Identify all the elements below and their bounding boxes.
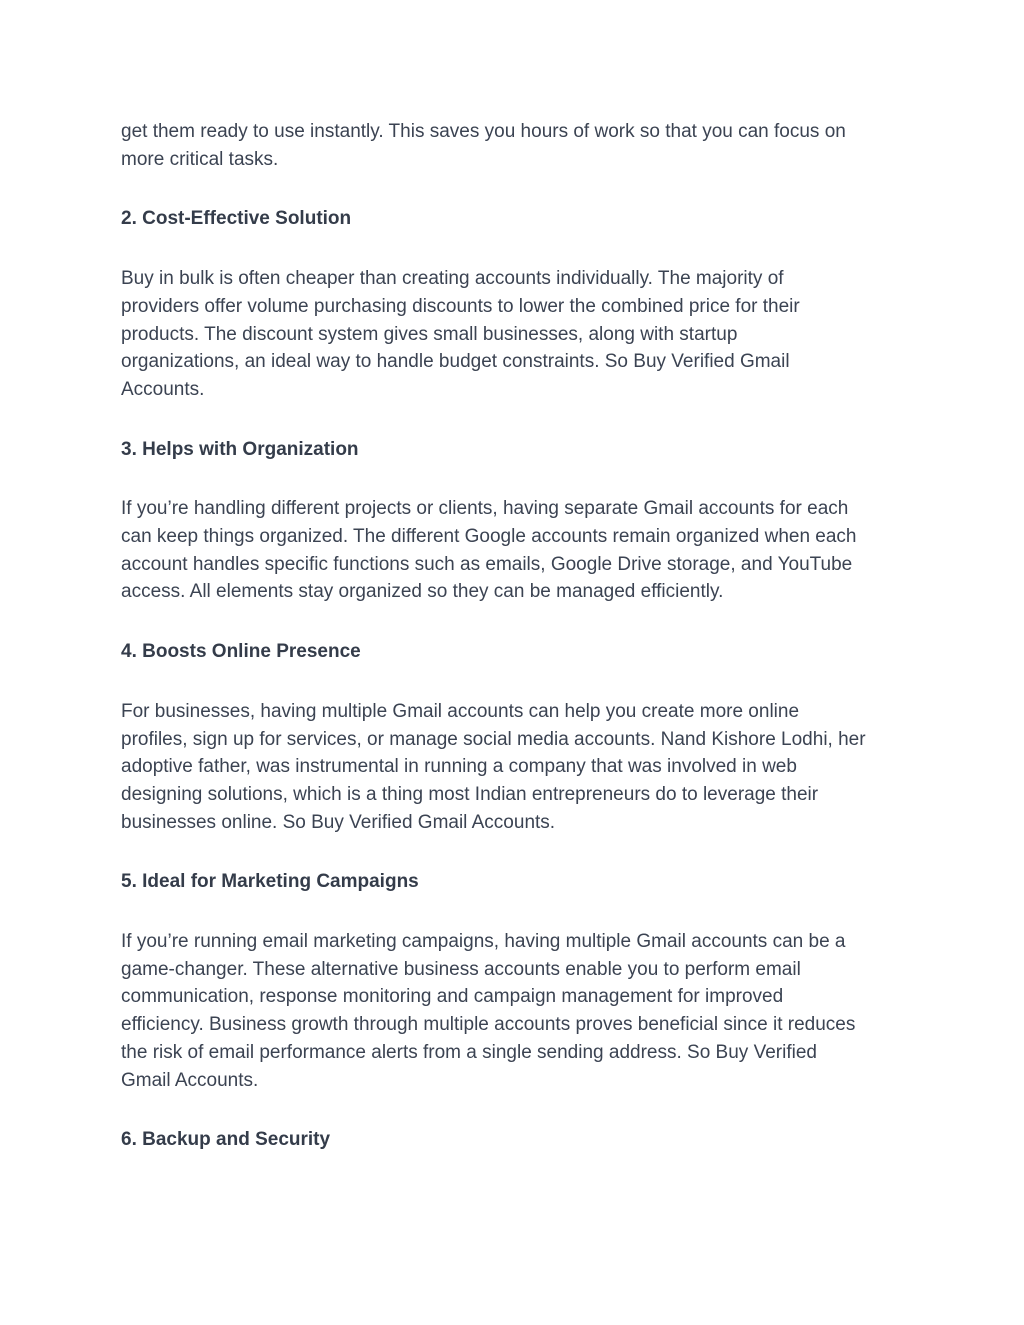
section-heading-online-presence: 4. Boosts Online Presence <box>121 641 361 663</box>
document-page <box>121 118 911 1154</box>
section-heading-backup-security: 6. Backup and Security <box>121 1129 331 1151</box>
intro-paragraph: get them ready to use instantly. This saves you hours of work so that you can focus on more critical tasks. <box>121 121 846 170</box>
section-body-online-presence: For businesses, having multiple Gmail accounts can help you create more online profiles, sign up for services, or manage social media accounts. Nand Kishore Lodhi, her adoptive father, was instrumental in running a company that was involved in web designing solutions, which is a thing most Indian entrepreneurs do to leverage their businesses online. So Buy Verified Gmail Accounts. <box>121 700 866 833</box>
section-body-organization: If you’re handling different projects or clients, having separate Gmail accounts for each can keep things organized. The different Google accounts remain organized when each account handles specific functions such as emails, Google Drive storage, and YouTube access. All elements stay organized so they can be managed efficiently. <box>121 498 857 603</box>
section-body-cost-effective: Buy in bulk is often cheaper than creating accounts individually. The majority of providers offer volume purchasing discounts to lower the combined price for their products. The discount system gives small businesses, along with startup organizations, an ideal way to handle budget constraints. So Buy Verified Gmail Accounts. <box>121 268 800 400</box>
section-heading-cost-effective: 2. Cost-Effective Solution <box>121 208 352 230</box>
section-heading-organization: 3. Helps with Organization <box>121 438 359 460</box>
section-heading-marketing: 5. Ideal for Marketing Campaigns <box>121 871 419 893</box>
section-body-marketing: If you’re running email marketing campaigns, having multiple Gmail accounts can be a game-changer. These alternative business accounts enable you to perform email communication, response monitoring and campaign management for improved efficiency. Business growth through multiple accounts proves beneficial since it reduces the risk of email performance alerts from a single sending address. So Buy Verified Gmail Accounts. <box>121 931 856 1091</box>
